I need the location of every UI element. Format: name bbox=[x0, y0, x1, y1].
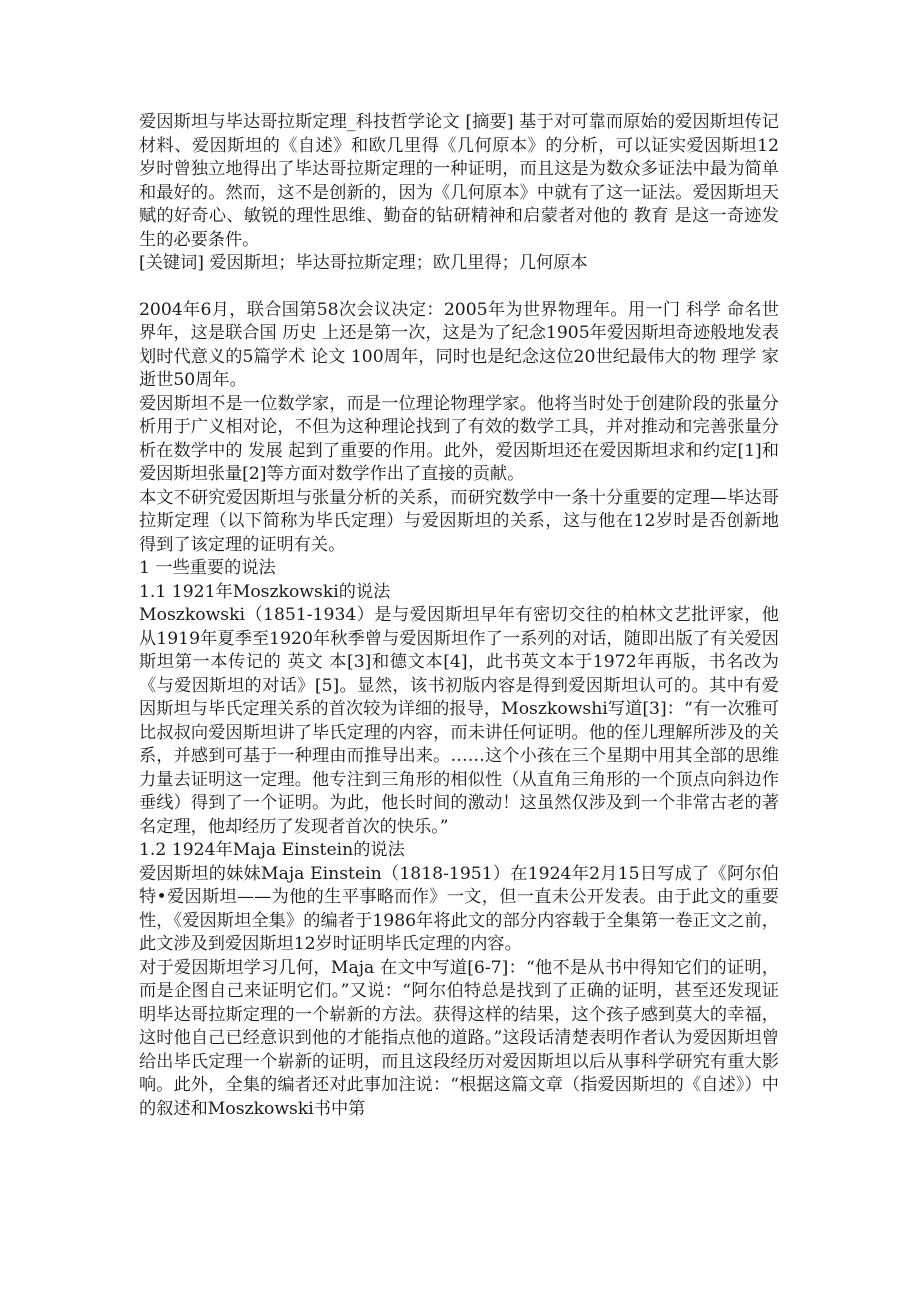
keywords-line: [关键词] 爱因斯坦；毕达哥拉斯定理；欧几里得；几何原本 bbox=[139, 253, 588, 273]
moszkowski-paragraph: Moszkowski（1851-1934）是与爱因斯坦早年有密切交往的柏林文艺批评家，他从1919年夏季至1920年秋季曾与爱因斯坦作了一系列的对话，随即出版了有关爱因斯坦第一本传记的 英文 本[3]和德文本[4]，此书英文本于1972年再版，书名改为《与爱因斯坦的对话》[5]。显然，该书初版内容是得到爱因斯坦认可的。其中有爱因斯坦与毕氏定理关系的首次较为详细的报导，Moszkowshi写道[3]：“有一次雅可比叔叔向爱因斯坦讲了毕氏定理的内容，而未讲任何证明。他的侄儿理解所涉及的关系，并感到可基于一种理由而推导出来。……这个小孩在三个星期中用其全部的思维力量去证明这一定理。他专注到三角形的相似性（从直角三角形的一个顶点向斜边作垂线）得到了一个证明。为此，他长时间的激动！这虽然仅涉及到一个非常古老的著名定理，他却经历了发现者首次的快乐。” bbox=[139, 605, 779, 837]
subsection-heading-1-2: 1.2 1924年Maja Einstein的说法 bbox=[139, 840, 405, 860]
intro-paragraph-1: 2004年6月，联合国第58次会议决定：2005年为世界物理年。用一门 科学 命名世界年，这是联合国 历史 上还是第一次，这是为了纪念1905年爱因斯坦奇迹般地发表划时代意义的5篇学术 论文 100周年，同时也是纪念这位20世纪最伟大的物 理学 家逝世50周年。 bbox=[139, 299, 779, 390]
intro-paragraph-3: 本文不研究爱因斯坦与张量分析的关系，而研究数学中一条十分重要的定理—毕达哥拉斯定理（以下简称为毕氏定理）与爱因斯坦的关系，这与他在12岁时是否创新地得到了该定理的证明有关。 bbox=[139, 487, 779, 555]
blank-line bbox=[139, 276, 779, 299]
maja-paragraph-1: 爱因斯坦的妹妹Maja Einstein（1818-1951）在1924年2月15日写成了《阿尔伯特•爱因斯坦——为他的生平事略而作》一文，但一直未公开发表。由于此文的重要性，《爱因斯坦全集》的编者于1986年将此文的部分内容载于全集第一卷正文之前，此文涉及到爱因斯坦12岁时证明毕氏定理的内容。 bbox=[139, 863, 779, 954]
maja-paragraph-2: 对于爱因斯坦学习几何，Maja 在文中写道[6-7]：“他不是从书中得知它们的证明，而是企图自己来证明它们。”又说：“阿尔伯特总是找到了正确的证明，甚至还发现证明毕达哥拉斯定理的一个崭新的方法。获得这样的结果，这个孩子感到莫大的幸福，这时他自己已经意识到他的才能指点他的道路。”这段话清楚表明作者认为爱因斯坦曾给出毕氏定理一个崭新的证明，而且这段经历对爱因斯坦以后从事科学研究有重大影响。此外，全集的编者还对此事加注说：“根据这篇文章（指爱因斯坦的《自述》）中的叙述和Moszkowski书中第 bbox=[139, 957, 779, 1119]
document-body bbox=[139, 111, 779, 1121]
intro-paragraph-2: 爱因斯坦不是一位数学家，而是一位理论物理学家。他将当时处于创建阶段的张量分析用于广义相对论，不但为这种理论找到了有效的数学工具，并对推动和完善张量分析在数学中的 发展 起到了重要的作用。此外，爱因斯坦还在爱因斯坦求和约定[1]和爱因斯坦张量[2]等方面对数学作出了直接的贡献。 bbox=[139, 393, 779, 484]
subsection-heading-1-1: 1.1 1921年Moszkowski的说法 bbox=[139, 581, 391, 602]
abstract-paragraph: 爱因斯坦与毕达哥拉斯定理_科技哲学论文 [摘要] 基于对可靠而原始的爱因斯坦传记材料、爱因斯坦的《自述》和欧几里得《几何原本》的分析，可以证实爱因斯坦12岁时曾独立地得出了毕达哥拉斯定理的一种证明，而且这是为数众多证法中最为简单和最好的。然而，这不是创新的，因为《几何原本》中就有了这一证法。爱因斯坦天赋的好奇心、敏锐的理性思维、勤奋的钻研精神和启蒙者对他的 教育 是这一奇迹发生的必要条件。 bbox=[139, 112, 779, 250]
section-heading-1: 1 一些重要的说法 bbox=[139, 558, 276, 578]
